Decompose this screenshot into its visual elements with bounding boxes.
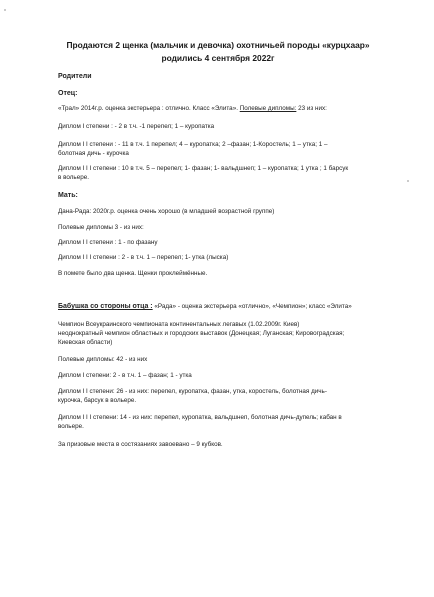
father-intro-main: «Трал» 2014г.р. оценка экстерьера : отлично. Класс «Элита». <box>58 105 238 112</box>
father-diploma-3-line-2: в вольере. <box>58 174 89 181</box>
grandmother-heading: Бабушка со стороны отца : <box>58 303 153 310</box>
grandmother-diploma-2-line-2: курочка, барсук в вольере. <box>58 397 137 404</box>
mother-intro: Дана-Рада: 2020г.р. оценка очень хорошо (в младшей возрастной группе) <box>58 208 275 215</box>
page-title <box>40 39 396 65</box>
litter-note: В помете было два щенка. Щенки проклеймённые. <box>58 270 208 277</box>
grandmother-champ-line-1: Чемпион Всеукраинского чемпионата континентальных легавых (1.02.2009г. Киев) <box>58 321 300 328</box>
scan-speck <box>4 9 6 11</box>
grandmother-diploma-3-line-2: вольере. <box>58 423 84 430</box>
grandmother-diplomas: Полевые дипломы: 42 - из них <box>58 356 148 363</box>
grandmother-champ-line-3: Киевская области) <box>58 339 113 346</box>
scan-speck <box>407 180 409 182</box>
prizes-note: За призовые места в состязаниях завоевано – 9 кубков. <box>58 441 223 448</box>
grandmother-champ-line-2: неоднократный чемпион областных и городских выставок (Донецкая; Луганская; Кировоградская; <box>58 330 345 337</box>
father-diplomas-count: 23 из них: <box>298 105 327 112</box>
father-diploma-3-line-1: Диплом I I I степени : 10 в т.ч. 5 – перепел; 1- фазан; 1- вальдшнеп; 1 – куропатка; 1 утка ; 1 барсук <box>58 165 349 172</box>
mother-heading: Мать: <box>58 192 78 199</box>
parents-heading: Родители <box>58 73 92 80</box>
mother-diploma-3: Диплом I I I степени : 2 - в т.ч. 1 – перепел; 1- утка (лыска) <box>58 254 229 261</box>
title-line-2: родились 4 сентября 2022г <box>161 53 275 63</box>
father-diplomas-label: Полевые дипломы: <box>239 105 297 112</box>
title-line-1: Продаются 2 щенка (мальчик и девочка) охотничьей породы «курцхаар» <box>66 40 370 50</box>
grandmother-diploma-2-line-1: Диплом I I степени: 26 - из них: перепел, куропатка, фазан, утка, коростель, болотная дичь- <box>58 388 327 395</box>
grandmother-diploma-3-line-1: Диплом I I I степени: 14 - из них: перепел, куропатка, вальдшнеп, болотная дичь-дупель; кабан в <box>58 414 342 421</box>
father-diploma-1: Диплом I степени : - 2 в т.ч. -1 перепел; 1 – куропатка <box>58 123 215 130</box>
grandmother-heading-rest: «Рада» - оценка экстерьера «отлично», «Чемпион»; класс «Элита» <box>154 303 352 310</box>
grandmother-heading-line <box>58 302 352 312</box>
father-diploma-2-line-1: Диплом I I степени : - 11 в т.ч. 1 перепел; 4 – куропатка; 2 –фазан; 1-Коростель; 1 – утка; 1 – <box>58 141 328 148</box>
father-heading: Отец: <box>58 90 78 97</box>
mother-diplomas: Полевые дипломы 3 - из них: <box>58 224 144 231</box>
grandmother-diploma-1: Диплом I степени: 2 - в т.ч. 1 – фазан; 1 - утка <box>58 372 192 379</box>
father-intro <box>58 104 327 114</box>
mother-diploma-2: Диплом I I степени : 1 - по фазану <box>58 239 158 246</box>
father-diploma-2-line-2: болотная дичь - курочка <box>58 150 129 157</box>
